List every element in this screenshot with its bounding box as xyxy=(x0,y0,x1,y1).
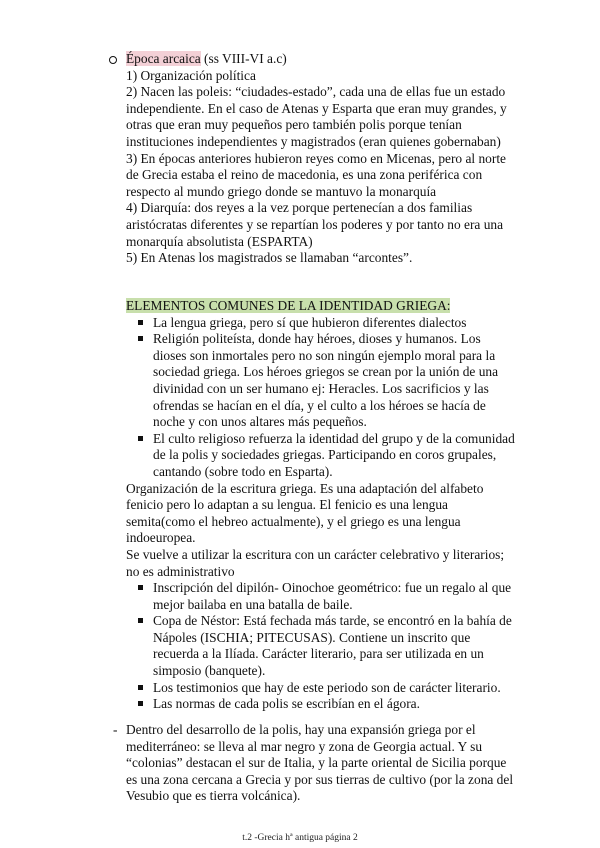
square-bullet-icon xyxy=(138,685,143,690)
square-bullet-icon xyxy=(138,336,143,341)
page-footer: t.2 -Grecia hª antigua página 2 xyxy=(242,833,358,843)
section-title-suffix: (ss VIII-VI a.c) xyxy=(200,51,287,66)
section-title-highlighted: Época arcaica xyxy=(126,51,201,66)
section-title-line xyxy=(126,51,516,68)
list-item-text: Religión politeísta, donde hay héroes, dioses y humanos. Los dioses son inmortales pero no son ningún ejemplo moral para la sociedad griega. Los héroes griegos se crean por la unión de una divinidad con un ser humano ej: Heracles. Los sacrificios y las ofrendas se hacían en el día, y el culto a los héroes se hacía de noche y con unos altares más pequeños. xyxy=(153,331,499,430)
list-item xyxy=(126,680,516,697)
list-item-text: Inscripción del dipilón- Oinochoe geométrico: fue un regalo al que mejor bailaba en una batalla de baile. xyxy=(153,580,512,612)
list-item xyxy=(126,431,516,481)
list-item xyxy=(126,696,516,713)
paragraph-literario: Se vuelve a utilizar la escritura con un carácter celebrativo y literarios; no es administrativo xyxy=(126,546,505,579)
square-bullet-icon xyxy=(138,701,143,706)
list-item-text: El culto religioso refuerza la identidad del grupo y de la comunidad de la polis y sociedades griegas. Participando en coros grupales, cantando (sobre todo en Esparta). xyxy=(153,430,515,479)
list-item-text: Las normas de cada polis se escribían en el ágora. xyxy=(153,696,420,712)
list-item xyxy=(126,315,516,332)
list-item-text: Los testimonios que hay de este periodo son de carácter literario. xyxy=(153,679,501,695)
list-item xyxy=(126,580,516,613)
list-item-text: Copa de Néstor: Está fechada más tarde, se encontró en la bahía de Nápoles (ISCHIA; PITECUSAS). Contiene un inscrito que recuerda a la Ilíada. Carácter literario, para ser utilizada en un simposio (banquete). xyxy=(153,613,512,679)
paragraph-expansion: Dentro del desarrollo de la polis, hay una expansión griega por el mediterráneo: se lleva al mar negro y zona de Georgia actual. Y su “colonias” destacan el sur de Italia, y la parte oriental de Sicilia porque es una zona cercana a Grecia y por sus tierras de cultivo (por la zona del Vesubio que es tierra volcánica). xyxy=(126,722,514,804)
circle-bullet-icon xyxy=(109,56,117,64)
paragraph-escritura: Organización de la escritura griega. Es una adaptación del alfabeto fenicio pero lo adaptan a su lengua. El fenicio es una lengua semita(como el hebreo actualmente), y el griego es una lengua indoeuropea. xyxy=(126,480,484,546)
list-item-text: La lengua griega, pero sí que hubieron diferentes dialectos xyxy=(153,314,467,330)
section-epoca-arcaica xyxy=(126,51,516,267)
paragraph-line: 2) Nacen las poleis: “ciudades-estado”, cada una de ellas fue un estado independiente. En el caso de Atenas y Esparta que eran muy grandes, y otras que eran muy pequeños pero también polis porque tenían instituciones independientes y magistrados (eran quienes gobernaban) xyxy=(126,84,507,149)
paragraph-line: 3) En épocas anteriores hubieron reyes como en Micenas, pero al norte de Grecia estaba el reino de macedonia, es una zona periférica con respecto al mundo griego donde se mantuvo la monarquía xyxy=(126,150,506,199)
dash-bullet-icon: - xyxy=(113,722,118,737)
section-elementos-comunes xyxy=(126,298,516,713)
square-bullet-icon xyxy=(138,585,143,590)
square-bullet-icon xyxy=(138,320,143,325)
bullet-list xyxy=(126,580,516,713)
list-item xyxy=(126,331,516,431)
section-expansion xyxy=(126,722,516,805)
bullet-list xyxy=(126,315,516,481)
list-item xyxy=(126,613,516,679)
section-heading-highlighted: ELEMENTOS COMUNES DE LA IDENTIDAD GRIEGA: xyxy=(126,298,451,313)
paragraph-line: 1) Organización política xyxy=(126,67,256,83)
square-bullet-icon xyxy=(138,618,143,623)
section-heading xyxy=(126,298,516,315)
paragraph-line: 5) En Atenas los magistrados se llamaban “arcontes”. xyxy=(126,250,413,266)
paragraph-line: 4) Diarquía: dos reyes a la vez porque pertenecían a dos familias aristócratas diferentes y se repartían los poderes y por tanto no era una monarquía absolutista (ESPARTA) xyxy=(126,200,504,249)
square-bullet-icon xyxy=(138,436,143,441)
